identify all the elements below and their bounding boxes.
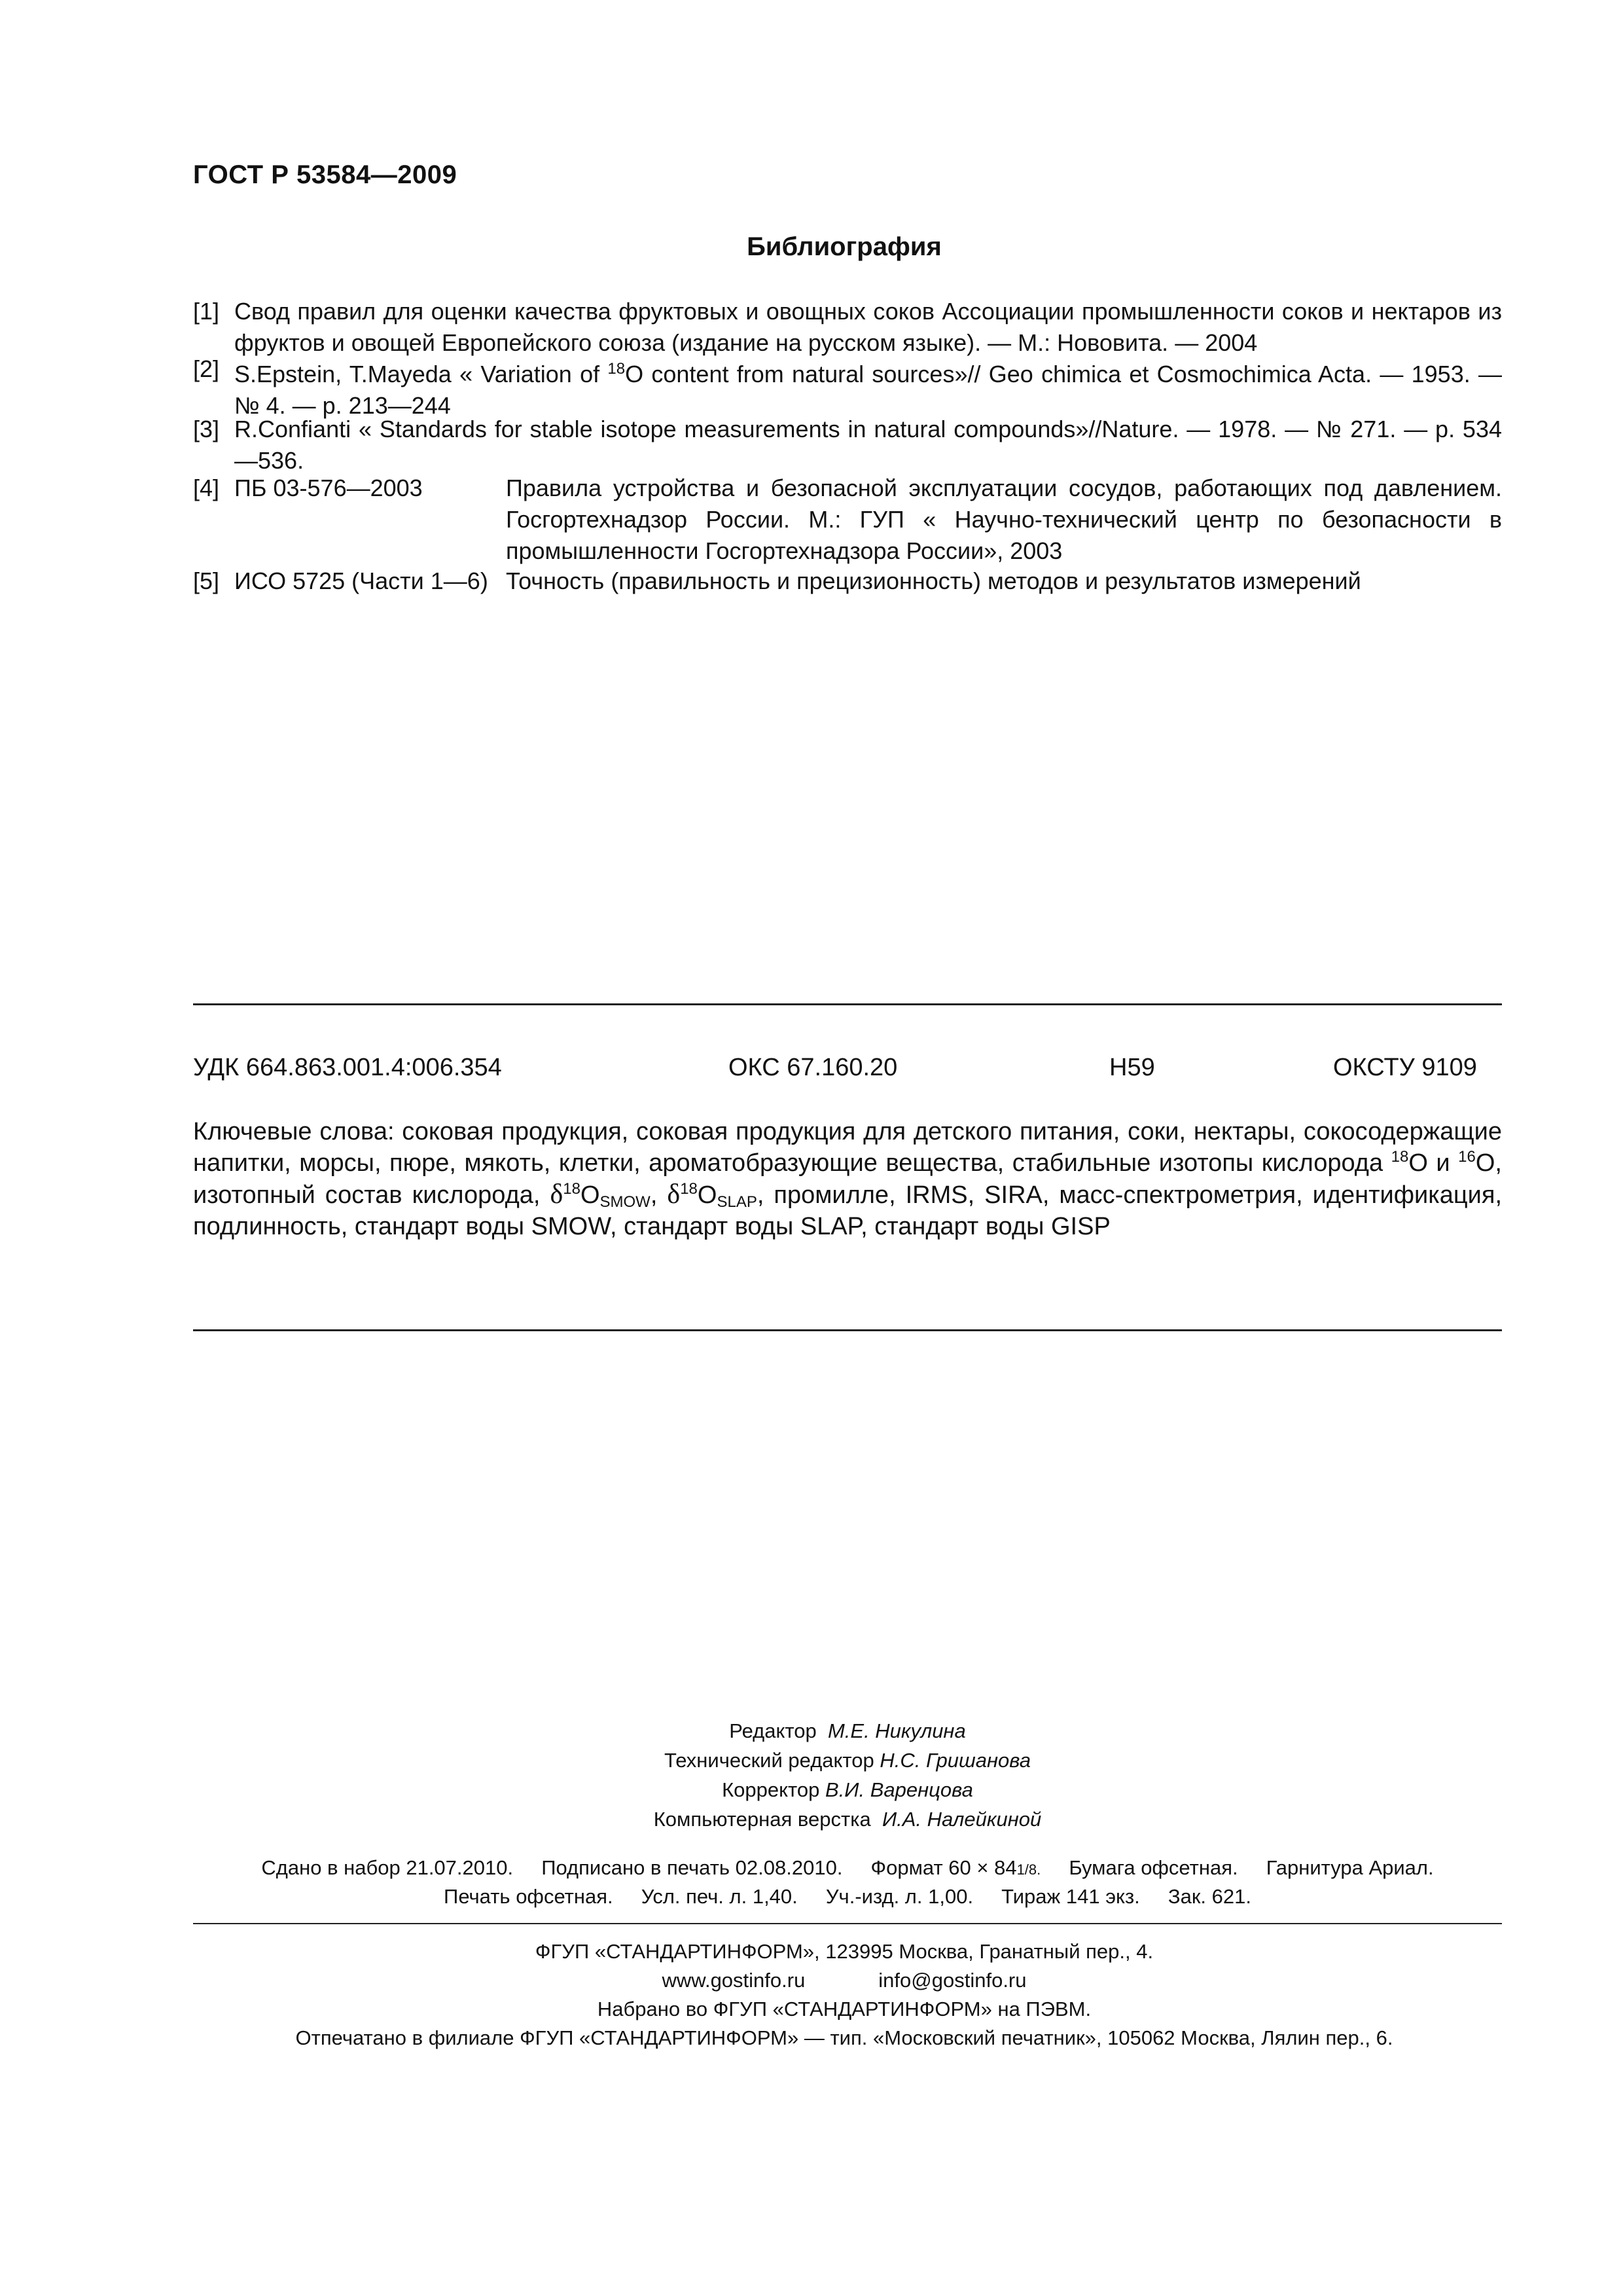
divider-bottom	[193, 1923, 1502, 1924]
publisher-address: ФГУП «СТАНДАРТИНФОРМ», 123995 Москва, Гранатный пер., 4.	[535, 1940, 1154, 1963]
entry-text: R.Confianti « Standards for stable isotope measurements in natural compounds»//Nature. — 1978. — № 271. — p. 534—536.	[234, 416, 1502, 474]
entry-designation: ИСО 5725 (Части 1—6)	[234, 567, 488, 594]
publisher-info	[0, 1937, 1623, 2053]
delta-symbol: δ	[667, 1179, 681, 1210]
entry-number: [3]	[193, 416, 220, 442]
entry-number: [4]	[193, 475, 220, 501]
credit-layout: Компьютерная верстка И.А. Налейкиной	[653, 1808, 1042, 1831]
oks-code: ОКС 67.160.20	[728, 1054, 898, 1081]
document-code: ГОСТ Р 53584—2009	[193, 160, 457, 189]
imprint-line-1: Сдано в набор 21.07.2010. Подписано в печать 02.08.2010. Формат 60 × 841/8. Бумага офсетная. Гарнитура Ариал.	[261, 1856, 1434, 1879]
publisher-email[interactable]: info@gostinfo.ru	[878, 1969, 1027, 1992]
group-code: Н59	[1109, 1054, 1155, 1081]
entry-number: [2]	[193, 355, 220, 382]
entry-text: Правила устройства и безопасной эксплуатации сосудов, работающих под давлением. Госгортехнадзор России. М.: ГУП « Научно-технический центр по безопасности в промышленности Госгортехнадзора России», 2003	[506, 475, 1502, 564]
bibliography-entry-1	[193, 296, 1502, 361]
entry-designation: ПБ 03-576—2003	[234, 475, 423, 501]
entry-text: Точность (правильность и прецизионность) методов и результатов измерений	[506, 567, 1361, 594]
publisher-website[interactable]: www.gostinfo.ru	[662, 1969, 806, 1992]
typeset-info: Набрано во ФГУП «СТАНДАРТИНФОРМ» на ПЭВМ.	[597, 1998, 1092, 2020]
credit-tech-editor: Технический редактор Н.С. Гришанова	[664, 1749, 1031, 1772]
bibliography-entry-4	[193, 473, 1502, 571]
delta-symbol: δ	[550, 1179, 563, 1210]
okstu-code: ОКСТУ 9109	[1333, 1054, 1477, 1081]
printing-info: Отпечатано в филиале ФГУП «СТАНДАРТИНФОРМ» — тип. «Московский печатник», 105062 Москва, Лялин пер., 6.	[295, 2026, 1393, 2049]
udk-code: УДК 664.863.001.4:006.354	[193, 1054, 502, 1081]
imprint-line-2: Печать офсетная. Усл. печ. л. 1,40. Уч.-изд. л. 1,00. Тираж 141 экз. Зак. 621.	[444, 1885, 1251, 1908]
entry-text: Свод правил для оценки качества фруктовых и овощных соков Ассоциации промышленности соков и нектаров из фруктов и овощей Европейского союза (издание на русском языке). — М.: Нововита. — 2004	[234, 298, 1502, 356]
entry-number: [1]	[193, 298, 220, 325]
credit-editor: Редактор М.Е. Никулина	[729, 1719, 966, 1742]
bibliography-entry-2	[193, 353, 1502, 419]
bibliography-entry-3	[193, 414, 1502, 479]
credits	[0, 1716, 1623, 1834]
bibliography-entry-5	[193, 565, 1502, 598]
keywords: Ключевые слова: соковая продукция, соковая продукция для детского питания, соки, нектары, сокосодержащие напитки, морсы, пюре, мякоть, клетки, ароматобразующие вещества, стабильные изотопы кислорода $^{18}$О и $^{16}$О, изотопный состав кислорода, $\delta^{18}O_{SMOW}$, $\delta^{18}O_{SLAP}$, промилле, IRMS, SIRA, масс-спектрометрия, идентификация, подлинность, стандарт воды SMOW, стандарт воды SLAP, стандарт воды GISP	[193, 1118, 1502, 1240]
entry-number: [5]	[193, 567, 220, 594]
divider-middle	[193, 1329, 1502, 1331]
entry-text: S.Epstein, T.Mayeda « Variation of $^{18}$O content from natural sources»// Geo chimica et Cosmochimica Acta. — 1953. — № 4. — p. 213—244	[234, 360, 1503, 419]
bibliography-title: Библиография	[747, 232, 942, 261]
credit-proofreader: Корректор В.И. Варенцова	[722, 1778, 973, 1801]
publisher-contacts	[0, 1966, 1623, 1995]
divider-top	[193, 1003, 1502, 1005]
